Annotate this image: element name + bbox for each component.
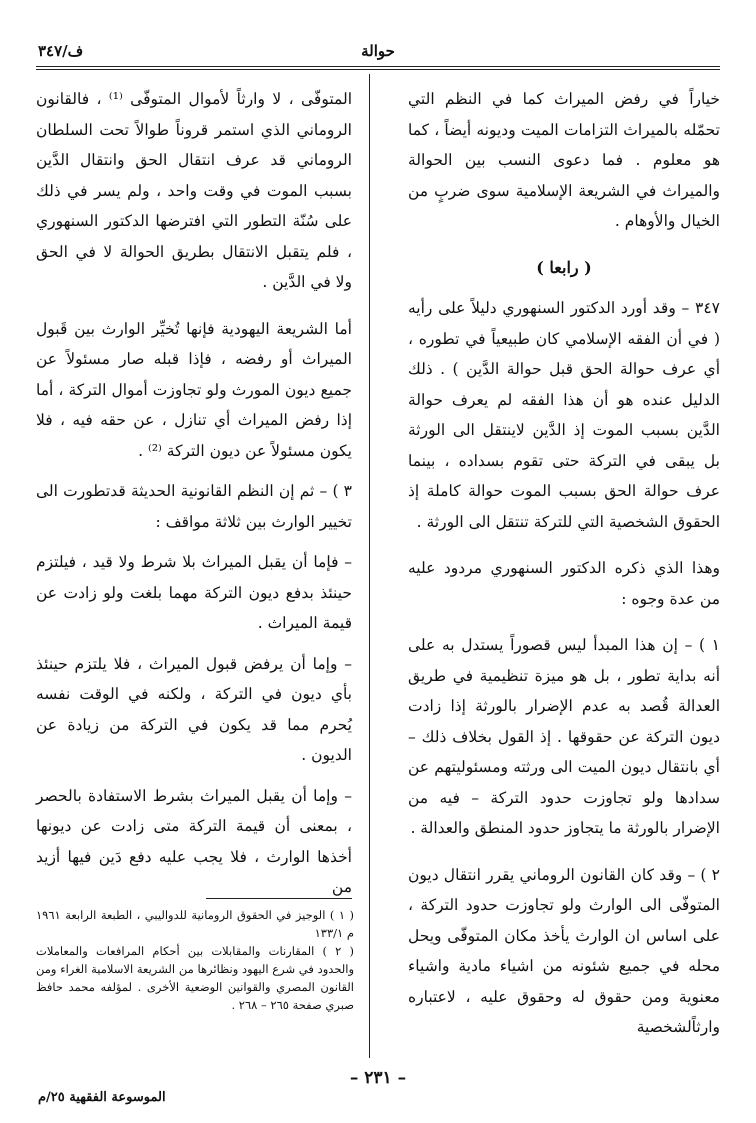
running-title: حوالة	[361, 42, 395, 60]
footnote-1: ( ١ ) الوجيز في الحقوق الرومانية للدواليبي ، الطبعة الرابعة ١٩٦١ م ١٣٣/١	[36, 908, 354, 940]
section-heading: ( رابعا )	[536, 257, 592, 277]
paragraph: أما الشريعة اليهودية فإنها تُخيِّر الوارث بين قَبول الميراث أو رفضه ، فإذا قبله صار مسئولاً عن جميع ديون المورث ولو تجاوزت أموال التركة ، أما إذا رفض الميراث أي تنازل ، عن حقه فيه ، فلا يكون مسئولاً عن ديون التركة ⁽²⁾ .	[36, 319, 352, 460]
page-reference: ف/٣٤٧	[38, 42, 84, 60]
paragraph: وهذا الذي ذكره الدكتور السنهوري مردود عليه من عدة وجوه :	[408, 559, 720, 608]
paragraph: خياراً في رفض الميراث كما في النظم التي تحمّله بالميراث التزامات الميت وديونه أيضاً ، كما هو معلوم . فما دعوى النسب بين الحوالة والميراث في الشريعة الإسلامية سوى ضربٍ من الخيال والأوهام .	[408, 90, 720, 230]
paragraph: ١ ) – إن هذا المبدأ ليس قصوراً يستدل به على أنه بداية تطور ، بل هو ميزة تنظيمية في طريق العدالة قُصد به عدم الإضرار بالورثة إذا زادت ديون التركة عن حقوقها . إذ القول بخلاف ذلك – أي بانتقال ديون الميت الى ورثته ومسئوليتهم عن سدادها ولو تجاوزت حدود التركة – فيه من الإضرار بالورثة ما يتجاوز حدود المنطق والعدالة .	[408, 636, 720, 837]
right-column	[408, 84, 720, 1043]
paragraph: – فإما أن يقبل الميراث بلا شرط ولا قيد ، فيلتزم حينئذ بدفع ديون التركة مهما بلغت ولو زادت عن قيمة الميراث .	[36, 553, 352, 632]
header-rule-double	[36, 69, 720, 70]
footnote-rule	[206, 898, 352, 899]
footnote-2: ( ٢ ) المقارنات والمقابلات بين أحكام المرافعات والمعاملات والحدود في شرع اليهود ونظائرها من الشريعة الاسلامية الغراء ومن القانون المصري والقوانين الوضعية الأخرى . لمؤلفه محمد حافظ صبري صفحة ٢٦٥ – ٢٦٨ .	[36, 944, 354, 1012]
paragraph: ٣٤٧ – وقد أورد الدكتور السنهوري دليلاً على رأيه ( في أن الفقه الإسلامي كان طبيعياً في تطوره ، أي عرف حوالة الحق قبل حوالة الدَّين ) . ذلك الدليل عنده هو أن هذا الفقه لم يعرف حوالة الدَّين بسبب الموت إذ الدَّين لاينتقل الى الورثة بل يبقى في التركة حتى تقوم بسداده ، بينما عرف حوالة الحق بسبب الموت حوالة كاملة إذ الحقوق الشخصية التي للتركة تنتقل الى الورثة .	[408, 299, 720, 531]
series-reference: الموسوعة الفقهية ٢٥/م	[38, 1090, 166, 1105]
paragraph: ٣ ) – ثم إن النظم القانونية الحديثة قدتطورت الى تخيير الوارث بين ثلاثة مواقف :	[36, 482, 352, 531]
paragraph: ٢ ) – وقد كان القانون الروماني يقرر انتقال ديون المتوفّى الى الوارث ولو تجاوزت حدود التركة ، على اساس ان الوارث يأخذ مكان المتوفّى ويحل محله في جميع شئونه من اشياء مادية واشياء معنوية ومن حقوق له وحقوق عليه ، لاعتباره وارثاًلشخصية	[408, 865, 720, 1036]
left-column	[36, 84, 352, 903]
header-rule	[36, 66, 720, 67]
column-divider	[369, 74, 370, 1058]
paragraph: – وإما أن يرفض قبول الميراث ، فلا يلتزم حينئذ بأي ديون في التركة ، ولكنه في الوقت نفسه يُحرم مما قد يكون في التركة من زيادة عن الديون .	[36, 654, 352, 764]
footnotes	[36, 906, 354, 1014]
page-number: – ٢٣١ –	[349, 1068, 407, 1088]
paragraph: المتوفّى ، لا وارثاً لأموال المتوفّى ⁽¹⁾ ، فالقانون الروماني الذي استمر قروناً طوالاً تحت السلطان الروماني قد عرف انتقال الحق وانتقال الدَّين بسبب الموت في وقت واحد ، ولم يسر في ذلك على سُنّة التطور التي افترضها الدكتور السنهوري ، فلم يتقبل الانتقال بطريق الحوالة لا في الحق ولا في الدَّين .	[36, 90, 353, 291]
paragraph: – وإما أن يقبل الميراث بشرط الاستفادة بالحصر ، بمعنى أن قيمة التركة متى زادت عن ديونها أخذها الوارث ، فلا يجب عليه دفع دَين فيها أزيد من	[36, 786, 352, 896]
